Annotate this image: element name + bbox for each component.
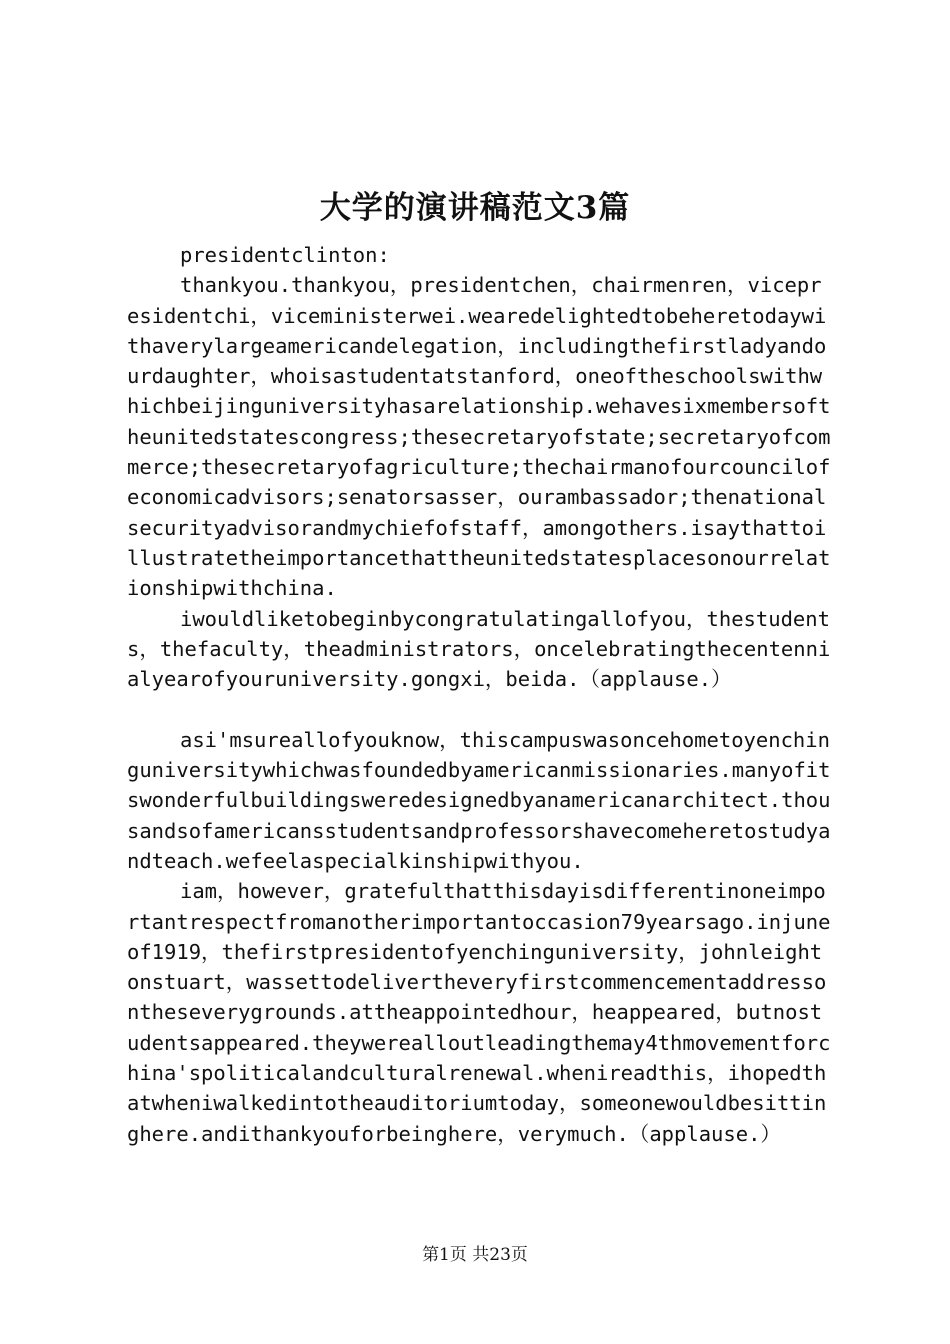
document-body: [127, 240, 833, 1149]
paragraph-campus-history: asi'msureallofyouknow，thiscampuswasoncehometoyenchinguniversitywhichwasfoundedbyamericanmissionaries.manyofitswonderfulbuildingsweredesignedbyanamericanarchitect.thousandsofamericansstudentsandprofessorshavecomeheretostudyandteach.wefeelaspecialkinshipwithyou.: [127, 727, 831, 873]
paragraph-opening: thankyou.thankyou，presidentchen，chairmenren，vicepresidentchi，viceministerwei.wearedelightedtobeheretodaywithaverylargeamericandelegation，includingthefirstladyandourdaughter，whoisastudentatstanford，oneoftheschoolswithwhichbeijinguniversityhasarelationship.wehavesixmembersoftheunitedstatescongress;thesecretaryofstate;secretaryofcommerce;thesecretaryofagriculture;thechairmanofourcouncilofeconomicadvisors;senatorsasser，ourambassador;thenationalsecurityadvisorandmychiefofstaff，amongothers.isaythattoillustratetheimportancethattheunitedstatesplacesonourrelationshipwithchina.: [127, 273, 831, 601]
paragraph-1919-occasion: iam，however，gratefulthatthisdayisdifferentinoneimportantrespectfromanotherimportantoccasion79yearsago.injuneof1919，thefirstpresidentofyenchinguniversity，johnleightonstuart，wassettodelivertheveryfirstcommencementaddressontheseverygrounds.attheappointedhour，heappeared，butnostudentsappeared.theywerealloutleadingthemay4thmovementforchina'spoliticalandculturalrenewal.whenireadthis，ihopedthatwheniwalkedintotheauditoriumtoday，someonewouldbesittinghere.andithankyouforbeinghere，verymuch.（applause.）: [127, 879, 831, 1146]
paragraph-salutation: presidentclinton:: [180, 243, 390, 267]
document-title: 大学的演讲稿范文3篇: [319, 190, 631, 226]
page-number-footer: 第1页 共23页: [422, 1245, 528, 1265]
paragraph-congratulations: iwouldliketobeginbycongratulatingallofyou，thestudents，thefaculty，theadministrators，oncelebratingthecentennialyearofyouruniversity.gongxi，beida.（applause.）: [127, 606, 831, 692]
